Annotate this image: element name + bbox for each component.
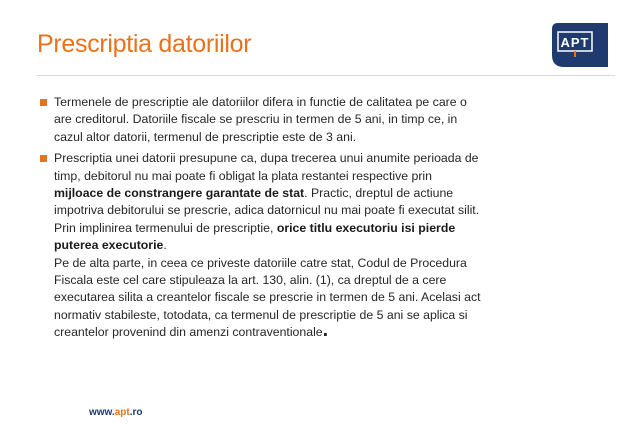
text-line <box>54 185 600 202</box>
text-line: Fiscala este cel care stipuleaza la art. 130, alin. (1), ca dreptul de a cere <box>54 273 447 288</box>
text-line: impotriva debitorului se prescrie, adica datornicul nu mai poate fi executat silit. <box>54 203 480 218</box>
text-line: normativ stabileste, totodata, ca termenul de prescriptie de 5 ani se aplica si <box>54 307 468 322</box>
bullet-item <box>40 150 600 341</box>
url-suffix: .ro <box>129 407 143 418</box>
apt-logo <box>552 23 608 67</box>
bold-phrase: orice titlu executoriu isi pierde <box>276 220 456 235</box>
text-line <box>54 237 600 254</box>
url-prefix: www. <box>89 407 115 418</box>
text-fragment: . <box>163 238 167 253</box>
text-fragment: . <box>322 319 329 342</box>
text-fragment: Prin implinirea termenului de prescriptie, <box>54 220 277 235</box>
footer-website[interactable] <box>89 407 143 418</box>
content-body <box>40 94 600 346</box>
bullet-square-icon <box>40 155 47 162</box>
bullet-item <box>40 94 600 146</box>
bold-phrase: puterea executorie <box>54 238 164 253</box>
text-line: executarea silita a creantelor fiscale se prescrie in termen de 5 ani. Acelasi act <box>54 290 481 305</box>
text-line <box>54 319 600 342</box>
slide-title: Prescriptia datoriilor <box>37 30 252 58</box>
title-divider <box>37 75 615 76</box>
text-fragment: . Practic, dreptul de actiune <box>304 186 454 201</box>
text-line: cazul altor datorii, termenul de prescriptie este de 3 ani. <box>54 129 357 144</box>
url-brand: apt <box>114 407 130 418</box>
text-line: timp, debitorul nu mai poate fi obligat la plata restantei respective prin <box>54 168 432 183</box>
text-line: Termenele de prescriptie ale datoriilor difera in functie de calitatea pe care o <box>54 95 467 109</box>
text-line: are creditorul. Datoriile fiscale se prescriu in termen de 5 ani, in timp ce, in <box>54 112 458 127</box>
text-line: Pe de alta parte, in ceea ce priveste datoriile catre stat, Codul de Procedura <box>54 255 467 270</box>
text-line: Prescriptia unei datorii presupune ca, dupa trecerea unui anumite perioada de <box>54 151 479 166</box>
bold-phrase: mijloace de constrangere garantate de stat <box>54 186 305 201</box>
svg-text:APT: APT <box>560 35 590 50</box>
bullet-square-icon <box>40 99 47 106</box>
text-fragment: creantelor provenind din amenzi contraventionale <box>54 325 323 340</box>
text-line <box>54 220 600 237</box>
